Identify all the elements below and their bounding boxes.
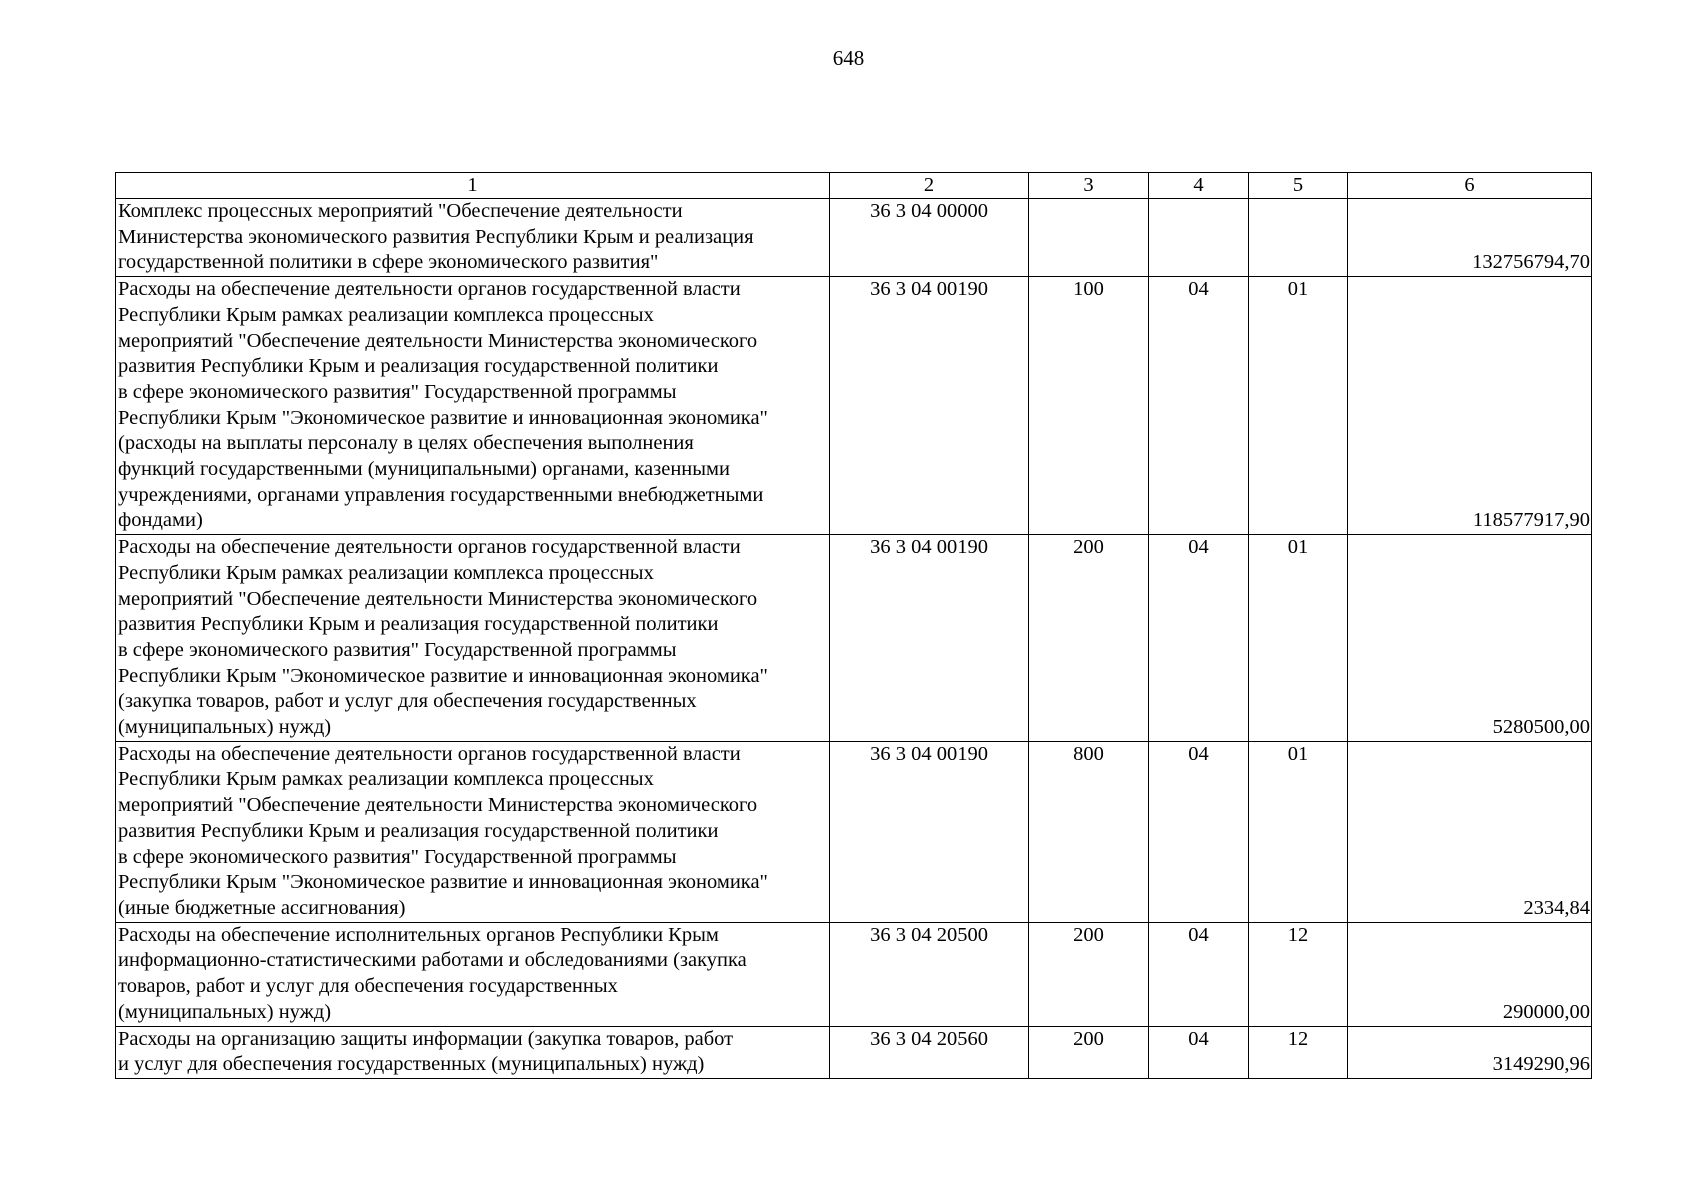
description-line: учреждениями, органами управления государственными внебюджетными [118, 483, 764, 506]
table-row [116, 922, 1592, 1026]
row-code: 36 3 04 00190 [830, 535, 1029, 742]
table-row [116, 277, 1592, 535]
row-subsection [1249, 199, 1348, 277]
row-amount: 5280500,00 [1348, 535, 1592, 742]
description-line: (расходы на выплаты персоналу в целях обеспечения выполнения [118, 432, 694, 455]
row-section [1149, 199, 1249, 277]
description-line: (иные бюджетные ассигнования) [118, 896, 406, 919]
column-header-3: 3 [1029, 173, 1149, 199]
row-subsection: 12 [1249, 1026, 1348, 1078]
description-line: государственной политики в сфере экономического развития" [118, 251, 659, 274]
column-header-2: 2 [830, 173, 1029, 199]
budget-table [115, 172, 1592, 1079]
row-expense-type: 200 [1029, 535, 1149, 742]
description-line: Республики Крым "Экономическое развитие и инновационная экономика" [118, 664, 768, 687]
description-line: Расходы на обеспечение деятельности органов государственной власти [118, 536, 741, 559]
row-section: 04 [1149, 741, 1249, 922]
row-code: 36 3 04 20560 [830, 1026, 1029, 1078]
row-description [116, 277, 830, 535]
description-line: Расходы на организацию защиты информации (закупка товаров, работ [118, 1027, 734, 1050]
row-expense-type: 800 [1029, 741, 1149, 922]
row-section: 04 [1149, 277, 1249, 535]
table-row [116, 1026, 1592, 1078]
description-line: Республики Крым рамках реализации комплекса процессных [118, 561, 654, 584]
description-line: (муниципальных) нужд) [118, 1000, 332, 1023]
description-line: и услуг для обеспечения государственных (муниципальных) нужд) [118, 1053, 705, 1076]
table-row [116, 741, 1592, 922]
description-line: (муниципальных) нужд) [118, 716, 332, 739]
row-code: 36 3 04 20500 [830, 922, 1029, 1026]
description-line: развития Республики Крым и реализация государственной политики [118, 613, 719, 636]
row-amount: 3149290,96 [1348, 1026, 1592, 1078]
description-line: Республики Крым рамках реализации комплекса процессных [118, 768, 654, 791]
description-line: информационно-статистическими работами и обследованиями (закупка [118, 949, 747, 972]
row-expense-type: 200 [1029, 1026, 1149, 1078]
row-subsection: 01 [1249, 277, 1348, 535]
row-description [116, 1026, 830, 1078]
row-code: 36 3 04 00000 [830, 199, 1029, 277]
table-row [116, 535, 1592, 742]
row-amount: 132756794,70 [1348, 199, 1592, 277]
page-number: 648 [832, 46, 865, 70]
description-line: Расходы на обеспечение исполнительных органов Республики Крым [118, 923, 719, 946]
table-header-row [116, 173, 1592, 199]
description-line: фондами) [118, 509, 203, 532]
row-subsection: 01 [1249, 741, 1348, 922]
row-code: 36 3 04 00190 [830, 277, 1029, 535]
row-expense-type: 100 [1029, 277, 1149, 535]
column-header-5: 5 [1249, 173, 1348, 199]
description-line: (закупка товаров, работ и услуг для обеспечения государственных [118, 690, 697, 713]
description-line: Расходы на обеспечение деятельности органов государственной власти [118, 742, 741, 765]
description-line: развития Республики Крым и реализация государственной политики [118, 355, 719, 378]
description-line: мероприятий "Обеспечение деятельности Министерства экономического [118, 329, 758, 352]
description-line: развития Республики Крым и реализация государственной политики [118, 819, 719, 842]
description-line: Республики Крым "Экономическое развитие и инновационная экономика" [118, 406, 768, 429]
description-line: Республики Крым "Экономическое развитие и инновационная экономика" [118, 871, 768, 894]
description-line: в сфере экономического развития" Государственной программы [118, 380, 677, 403]
table-row [116, 199, 1592, 277]
row-amount: 290000,00 [1348, 922, 1592, 1026]
row-subsection: 12 [1249, 922, 1348, 1026]
row-amount: 118577917,90 [1348, 277, 1592, 535]
description-line: Министерства экономического развития Республики Крым и реализация [118, 225, 754, 248]
column-header-6: 6 [1348, 173, 1592, 199]
description-line: мероприятий "Обеспечение деятельности Министерства экономического [118, 587, 758, 610]
row-description [116, 922, 830, 1026]
row-section: 04 [1149, 535, 1249, 742]
row-expense-type: 200 [1029, 922, 1149, 1026]
description-line: Расходы на обеспечение деятельности органов государственной власти [118, 278, 741, 301]
row-code: 36 3 04 00190 [830, 741, 1029, 922]
row-description [116, 741, 830, 922]
description-line: функций государственными (муниципальными) органами, казенными [118, 458, 730, 481]
row-description [116, 199, 830, 277]
row-section: 04 [1149, 922, 1249, 1026]
row-subsection: 01 [1249, 535, 1348, 742]
column-header-4: 4 [1149, 173, 1249, 199]
description-line: мероприятий "Обеспечение деятельности Министерства экономического [118, 794, 758, 817]
row-section: 04 [1149, 1026, 1249, 1078]
description-line: Комплекс процессных мероприятий "Обеспечение деятельности [118, 200, 683, 222]
column-header-1: 1 [116, 173, 830, 199]
description-line: товаров, работ и услуг для обеспечения государственных [118, 975, 618, 998]
row-description [116, 535, 830, 742]
description-line: в сфере экономического развития" Государственной программы [118, 638, 677, 661]
row-amount: 2334,84 [1348, 741, 1592, 922]
description-line: Республики Крым рамках реализации комплекса процессных [118, 303, 654, 326]
description-line: в сфере экономического развития" Государственной программы [118, 845, 677, 868]
row-expense-type [1029, 199, 1149, 277]
